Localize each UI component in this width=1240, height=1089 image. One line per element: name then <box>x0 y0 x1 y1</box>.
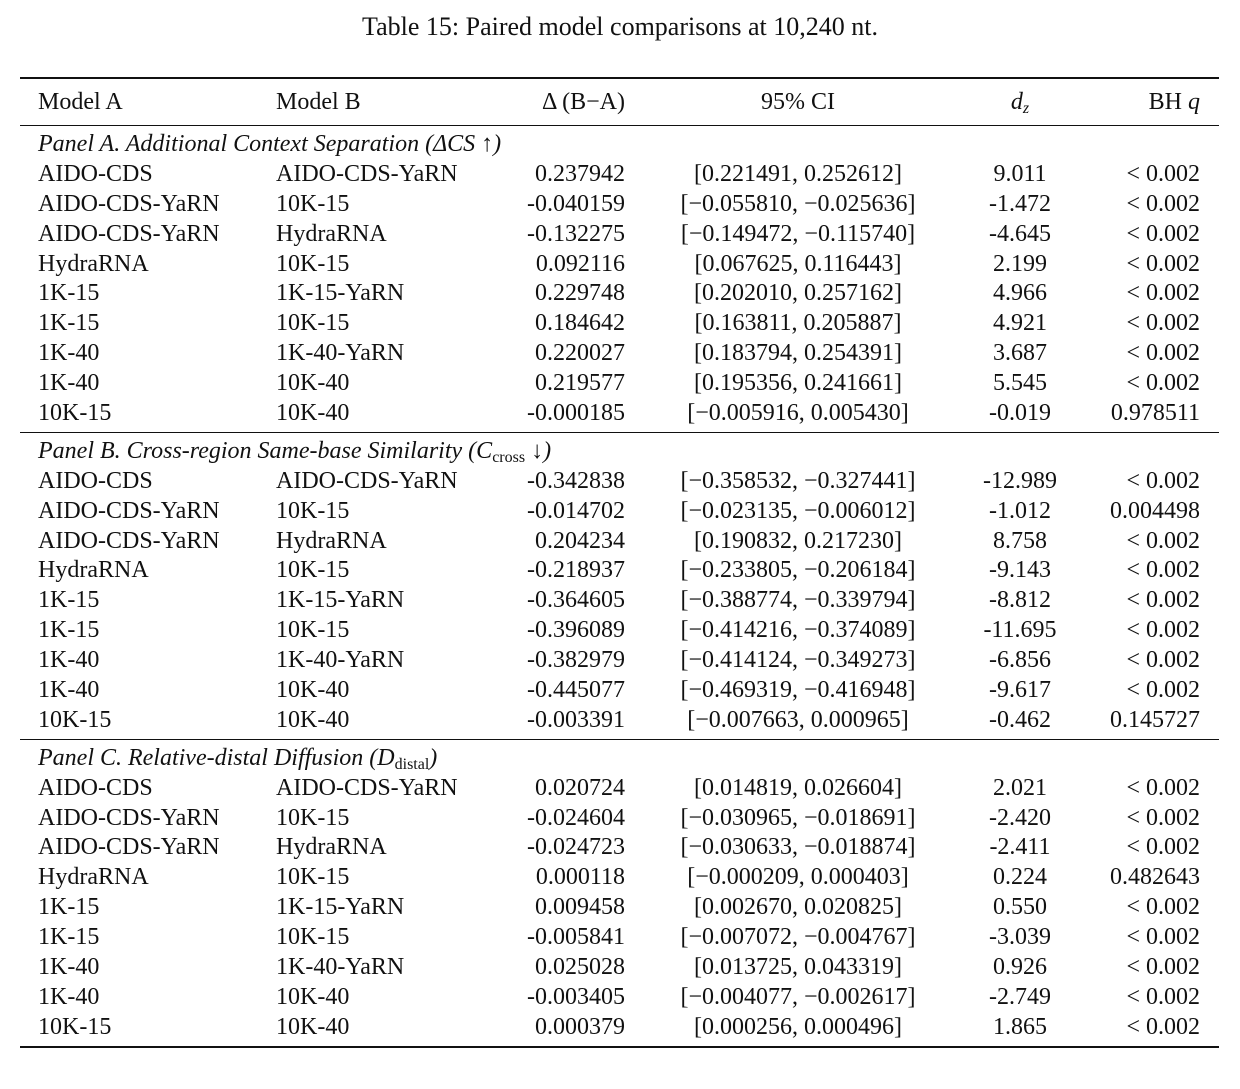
table-row <box>20 339 1219 369</box>
bh-q-cell: < 0.002 <box>1126 370 1200 397</box>
model-a-cell: 10K-15 <box>38 706 112 733</box>
delta-cell: -0.000185 <box>527 400 625 427</box>
model-b-cell: 10K-40 <box>276 677 350 704</box>
dz-cell: 2.021 <box>993 774 1047 801</box>
ci-cell: [−0.055810, −0.025636] <box>680 190 916 217</box>
dz-cell: -0.019 <box>989 400 1051 427</box>
ci-cell: [−0.469319, −0.416948] <box>680 677 916 704</box>
model-a-cell: 1K-40 <box>38 677 100 704</box>
model-b-cell: 1K-15-YaRN <box>276 894 405 921</box>
header-dz-sub: z <box>1022 100 1030 117</box>
delta-cell: -0.003405 <box>527 983 625 1010</box>
delta-cell: -0.040159 <box>527 190 625 217</box>
dz-cell: -2.420 <box>989 804 1051 831</box>
delta-cell: -0.014702 <box>527 497 625 524</box>
dz-cell: 4.921 <box>993 310 1047 337</box>
ci-cell: [−0.007663, 0.000965] <box>687 706 909 733</box>
delta-cell: 0.184642 <box>535 310 625 337</box>
bh-q-cell: < 0.002 <box>1126 1013 1200 1040</box>
delta-cell: -0.024723 <box>527 834 625 861</box>
model-a-cell: HydraRNA <box>38 864 149 891</box>
panel-title: Panel C. Relative-distal Diffusion $(D_{distal})$ <box>38 744 438 773</box>
dz-cell: 3.687 <box>993 340 1047 367</box>
dz-cell: -4.645 <box>989 220 1051 247</box>
delta-cell: 0.204234 <box>535 527 625 554</box>
table-row <box>20 467 1219 497</box>
dz-cell: 4.966 <box>993 280 1047 307</box>
table-row <box>20 833 1219 863</box>
model-b-cell: 10K-15 <box>276 497 350 524</box>
dz-cell: 0.224 <box>993 864 1047 891</box>
delta-cell: 0.009458 <box>535 894 625 921</box>
ci-cell: [0.195356, 0.241661] <box>694 370 902 397</box>
bh-q-cell: < 0.002 <box>1126 190 1200 217</box>
table-row <box>20 399 1219 429</box>
dz-cell: -1.012 <box>989 497 1051 524</box>
model-a-cell: 1K-15 <box>38 894 100 921</box>
ci-cell: [−0.023135, −0.006012] <box>680 497 916 524</box>
model-b-cell: 10K-15 <box>276 804 350 831</box>
header-delta: Δ (B−A) <box>542 89 625 115</box>
ci-cell: [0.202010, 0.257162] <box>694 280 902 307</box>
delta-cell: -0.024604 <box>527 804 625 831</box>
bh-q-cell: < 0.002 <box>1126 677 1200 704</box>
model-a-cell: 1K-40 <box>38 340 100 367</box>
model-b-cell: 1K-40-YaRN <box>276 954 405 981</box>
table-row <box>20 1013 1219 1043</box>
model-b-cell: 10K-40 <box>276 706 350 733</box>
bh-q-cell: < 0.002 <box>1126 340 1200 367</box>
bh-q-cell: < 0.002 <box>1126 280 1200 307</box>
model-b-cell: 10K-15 <box>276 190 350 217</box>
table-caption: Table 15: Paired model comparisons at 10,240 nt. <box>362 12 878 41</box>
panel-title-row <box>20 744 1219 774</box>
model-a-cell: 1K-15 <box>38 587 100 614</box>
ci-cell: [−0.414216, −0.374089] <box>680 617 916 644</box>
bh-q-cell: 0.145727 <box>1110 706 1200 733</box>
ci-cell: [−0.030965, −0.018691] <box>680 804 916 831</box>
dz-cell: -3.039 <box>989 924 1051 951</box>
dz-cell: 0.926 <box>993 954 1047 981</box>
bh-q-cell: < 0.002 <box>1126 617 1200 644</box>
model-a-cell: 1K-40 <box>38 647 100 674</box>
delta-cell: -0.396089 <box>527 617 625 644</box>
table-row <box>20 893 1219 923</box>
delta-cell: -0.132275 <box>527 220 625 247</box>
bh-q-cell: < 0.002 <box>1126 834 1200 861</box>
table-row <box>20 646 1219 676</box>
bh-q-cell: < 0.002 <box>1126 647 1200 674</box>
header-q: q <box>1188 89 1200 115</box>
dz-cell: 8.758 <box>993 527 1047 554</box>
ci-cell: [−0.030633, −0.018874] <box>680 834 916 861</box>
model-a-cell: 10K-15 <box>38 1013 112 1040</box>
model-b-cell: 10K-15 <box>276 250 350 277</box>
model-a-cell: 1K-40 <box>38 370 100 397</box>
header-bh-q <box>1149 79 1200 125</box>
bh-q-cell: < 0.002 <box>1126 220 1200 247</box>
model-b-cell: 1K-40-YaRN <box>276 340 405 367</box>
model-b-cell: 10K-40 <box>276 1013 350 1040</box>
ci-cell: [0.002670, 0.020825] <box>694 894 902 921</box>
model-a-cell: 1K-15 <box>38 310 100 337</box>
table-row <box>20 863 1219 893</box>
dz-cell: 9.011 <box>993 160 1047 187</box>
delta-cell: 0.092116 <box>535 250 625 277</box>
bh-q-cell: < 0.002 <box>1126 587 1200 614</box>
dz-cell: 5.545 <box>993 370 1047 397</box>
delta-cell: 0.220027 <box>535 340 625 367</box>
dz-cell: -2.749 <box>989 983 1051 1010</box>
bh-q-cell: < 0.002 <box>1126 557 1200 584</box>
delta-cell: 0.000379 <box>535 1013 625 1040</box>
model-b-cell: 10K-40 <box>276 400 350 427</box>
model-b-cell: 10K-40 <box>276 983 350 1010</box>
model-a-cell: 1K-15 <box>38 617 100 644</box>
ci-cell: [−0.007072, −0.004767] <box>680 924 916 951</box>
table-row <box>20 220 1219 250</box>
ci-cell: [0.183794, 0.254391] <box>694 340 902 367</box>
bh-q-cell: < 0.002 <box>1126 160 1200 187</box>
header-row <box>20 79 1219 125</box>
model-a-cell: 1K-15 <box>38 924 100 951</box>
bh-q-cell: < 0.002 <box>1126 467 1200 494</box>
model-a-cell: AIDO-CDS-YaRN <box>38 497 220 524</box>
model-a-cell: 1K-40 <box>38 954 100 981</box>
bh-q-cell: < 0.002 <box>1126 310 1200 337</box>
header-dz <box>961 79 1079 132</box>
table-row <box>20 250 1219 280</box>
delta-cell: -0.218937 <box>527 557 625 584</box>
header-model-b: Model B <box>276 89 361 115</box>
dz-cell: -0.462 <box>989 706 1051 733</box>
model-b-cell: HydraRNA <box>276 527 387 554</box>
ci-cell: [−0.005916, 0.005430] <box>687 400 909 427</box>
model-b-cell: 10K-40 <box>276 370 350 397</box>
delta-cell: 0.219577 <box>535 370 625 397</box>
ci-cell: [−0.000209, 0.000403] <box>687 864 909 891</box>
model-a-cell: AIDO-CDS <box>38 467 153 494</box>
header-model-a: Model A <box>38 89 123 115</box>
dz-cell: -11.695 <box>983 617 1057 644</box>
delta-cell: -0.005841 <box>527 924 625 951</box>
bh-q-cell: < 0.002 <box>1126 250 1200 277</box>
model-a-cell: AIDO-CDS-YaRN <box>38 527 220 554</box>
model-b-cell: 1K-15-YaRN <box>276 587 405 614</box>
table-row <box>20 279 1219 309</box>
ci-cell: [0.014819, 0.026604] <box>694 774 902 801</box>
model-b-cell: 1K-15-YaRN <box>276 280 405 307</box>
model-b-cell: 10K-15 <box>276 924 350 951</box>
table-row <box>20 527 1219 557</box>
ci-cell: [0.000256, 0.000496] <box>694 1013 902 1040</box>
delta-cell: 0.025028 <box>535 954 625 981</box>
table-row <box>20 160 1219 190</box>
model-b-cell: 10K-15 <box>276 310 350 337</box>
model-a-cell: AIDO-CDS <box>38 774 153 801</box>
model-a-cell: 10K-15 <box>38 400 112 427</box>
ci-cell: [0.190832, 0.217230] <box>694 527 902 554</box>
bottom-rule <box>20 1046 1219 1048</box>
bh-q-cell: 0.978511 <box>1110 400 1200 427</box>
table-row <box>20 190 1219 220</box>
panel-title-row <box>20 130 1219 160</box>
ci-cell: [−0.004077, −0.002617] <box>680 983 916 1010</box>
table-row <box>20 676 1219 706</box>
panel-title: Panel B. Cross-region Same-base Similarity ($C_{cross}$ ↓) <box>38 437 552 466</box>
delta-cell: -0.382979 <box>527 647 625 674</box>
bh-q-cell: < 0.002 <box>1126 983 1200 1010</box>
delta-cell: 0.237942 <box>535 160 625 187</box>
table-row <box>20 774 1219 804</box>
dz-cell: -6.856 <box>989 647 1051 674</box>
bh-q-cell: 0.482643 <box>1110 864 1200 891</box>
table-row <box>20 616 1219 646</box>
model-a-cell: HydraRNA <box>38 557 149 584</box>
ci-cell: [0.221491, 0.252612] <box>694 160 902 187</box>
table-row <box>20 586 1219 616</box>
bh-q-cell: < 0.002 <box>1126 894 1200 921</box>
header-dz-main: d <box>1010 89 1023 115</box>
dz-cell: -1.472 <box>989 190 1051 217</box>
table-row <box>20 983 1219 1013</box>
bh-q-cell: 0.004498 <box>1110 497 1200 524</box>
dz-cell: -9.617 <box>989 677 1051 704</box>
bh-q-cell: < 0.002 <box>1126 924 1200 951</box>
table-row <box>20 497 1219 527</box>
table-row <box>20 309 1219 339</box>
table-row <box>20 706 1219 736</box>
table-row <box>20 556 1219 586</box>
ci-cell: [−0.233805, −0.206184] <box>680 557 916 584</box>
delta-cell: 0.020724 <box>535 774 625 801</box>
delta-cell: -0.003391 <box>527 706 625 733</box>
comparison-table <box>20 77 1219 1048</box>
model-a-cell: AIDO-CDS-YaRN <box>38 220 220 247</box>
model-b-cell: 10K-15 <box>276 557 350 584</box>
model-a-cell: AIDO-CDS <box>38 160 153 187</box>
model-a-cell: 1K-15 <box>38 280 100 307</box>
model-b-cell: AIDO-CDS-YaRN <box>276 774 458 801</box>
delta-cell: -0.445077 <box>527 677 625 704</box>
bh-q-cell: < 0.002 <box>1126 774 1200 801</box>
model-b-cell: AIDO-CDS-YaRN <box>276 467 458 494</box>
bh-q-cell: < 0.002 <box>1126 954 1200 981</box>
model-b-cell: 10K-15 <box>276 617 350 644</box>
ci-cell: [0.013725, 0.043319] <box>694 954 902 981</box>
dz-cell: -9.143 <box>989 557 1051 584</box>
table-row <box>20 369 1219 399</box>
header-bh: BH <box>1148 89 1182 115</box>
dz-cell: -2.411 <box>989 834 1051 861</box>
table-row <box>20 804 1219 834</box>
ci-cell: [0.163811, 0.205887] <box>694 310 902 337</box>
model-b-cell: 10K-15 <box>276 864 350 891</box>
dz-cell: 1.865 <box>993 1013 1047 1040</box>
bh-q-cell: < 0.002 <box>1126 527 1200 554</box>
delta-cell: 0.000118 <box>535 864 625 891</box>
dz-cell: -8.812 <box>989 587 1051 614</box>
panel-title-row <box>20 437 1219 467</box>
model-a-cell: AIDO-CDS-YaRN <box>38 804 220 831</box>
delta-cell: 0.229748 <box>535 280 625 307</box>
header-ci: 95% CI <box>761 89 835 115</box>
model-b-cell: HydraRNA <box>276 834 387 861</box>
ci-cell: [−0.149472, −0.115740] <box>680 220 916 247</box>
dz-cell: 2.199 <box>993 250 1047 277</box>
table-row <box>20 923 1219 953</box>
model-a-cell: 1K-40 <box>38 983 100 1010</box>
ci-cell: [−0.388774, −0.339794] <box>680 587 916 614</box>
model-b-cell: HydraRNA <box>276 220 387 247</box>
ci-cell: [−0.414124, −0.349273] <box>680 647 916 674</box>
model-a-cell: AIDO-CDS-YaRN <box>38 834 220 861</box>
delta-cell: -0.364605 <box>527 587 625 614</box>
model-a-cell: HydraRNA <box>38 250 149 277</box>
ci-cell: [0.067625, 0.116443] <box>694 250 902 277</box>
model-a-cell: AIDO-CDS-YaRN <box>38 190 220 217</box>
model-b-cell: AIDO-CDS-YaRN <box>276 160 458 187</box>
model-b-cell: 1K-40-YaRN <box>276 647 405 674</box>
table-row <box>20 953 1219 983</box>
dz-cell: -12.989 <box>983 467 1057 494</box>
delta-cell: -0.342838 <box>527 467 625 494</box>
dz-cell: 0.550 <box>993 894 1047 921</box>
ci-cell: [−0.358532, −0.327441] <box>680 467 916 494</box>
bh-q-cell: < 0.002 <box>1126 804 1200 831</box>
table-body <box>20 126 1219 1048</box>
panel-title: Panel A. Additional Context Separation (ΔCS ↑) <box>38 131 502 157</box>
